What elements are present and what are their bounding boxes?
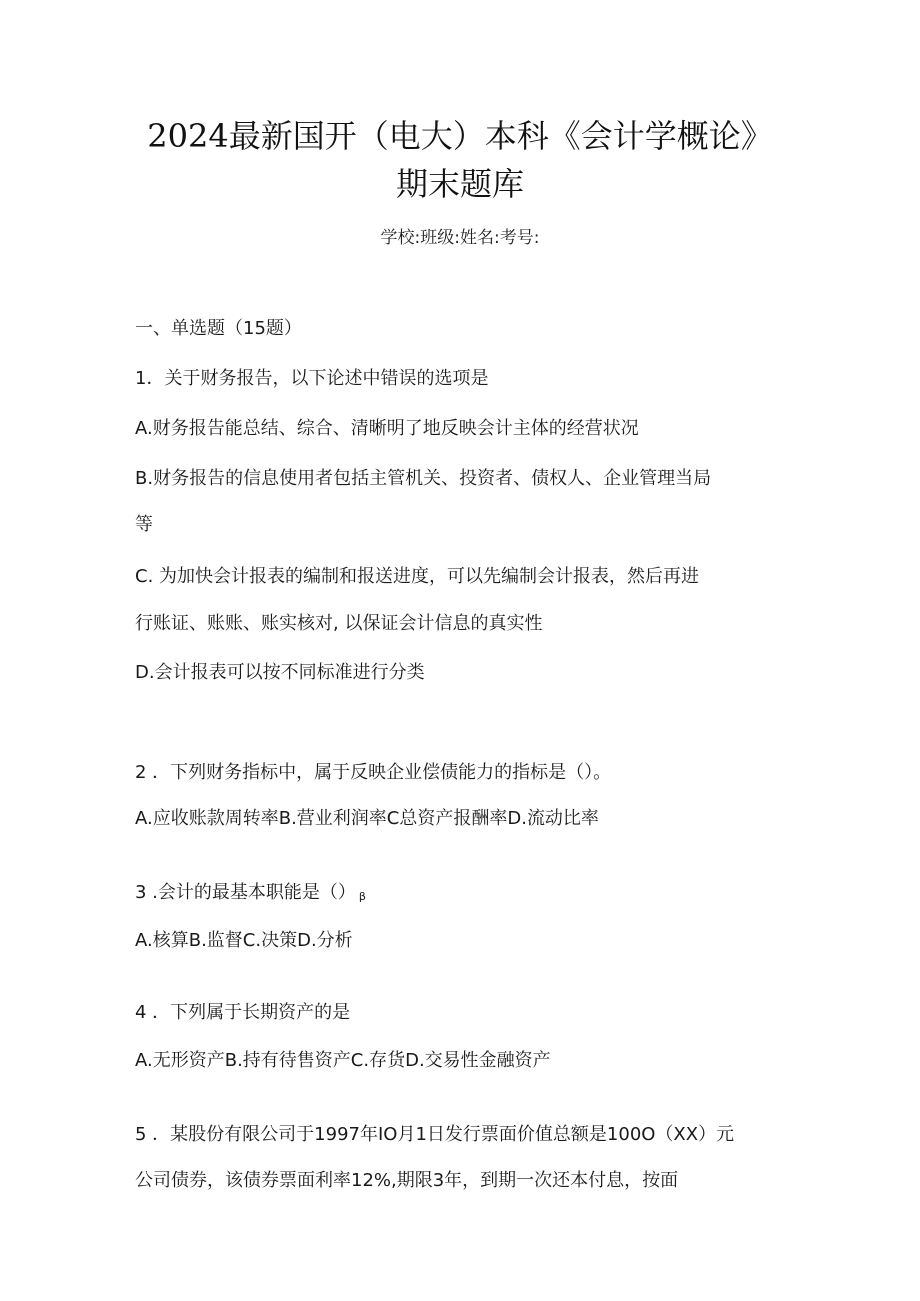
section-heading: 一、单选题（15题） xyxy=(135,318,302,339)
question-1-option-b-continued: 等 xyxy=(135,514,153,535)
question-4-options: A.无形资产B.持有待售资产C.存货D.交易性金融资产 xyxy=(135,1050,551,1071)
question-1-option-a: A.财务报告能总结、综合、清晰明了地反映会计主体的经营状况 xyxy=(135,418,639,439)
question-3-stem: 3 .会计的最基本职能是（） xyxy=(135,882,356,903)
student-info-line: 学校:班级:姓名:考号: xyxy=(380,228,540,248)
question-4-stem: 4 ．下列属于长期资产的是 xyxy=(135,1002,351,1023)
question-5-stem: 5 ．某股份有限公司于1997年IO月1日发行票面价值总额是100O（XX）元 xyxy=(135,1124,735,1145)
question-2-stem: 2 ．下列财务指标中，属于反映企业偿债能力的指标是（）。 xyxy=(135,762,612,783)
question-5-stem-continued: 公司债券，该债券票面利率12%,期限3年，到期一次还本付息，按面 xyxy=(135,1170,679,1191)
question-3-stem-mark: β xyxy=(358,890,366,903)
question-3-options: A.核算B.监督C.决策D.分析 xyxy=(135,930,353,951)
question-2-options: A.应收账款周转率B.营业利润率C总资产报酬率D.流动比率 xyxy=(135,808,599,829)
document-title-line-2: 期末题库 xyxy=(395,165,524,203)
question-1-option-d: D.会计报表可以按不同标准进行分类 xyxy=(135,662,425,683)
document-title-line-1: 2024最新国开（电大）本科《会计学概论》 xyxy=(147,117,773,155)
question-1-option-b: B.财务报告的信息使用者包括主管机关、投资者、债权人、企业管理当局 xyxy=(135,468,712,489)
question-3-stem-line xyxy=(135,880,795,910)
question-1-stem: 1．关于财务报告，以下论述中错误的选项是 xyxy=(135,368,489,389)
question-1-option-c-continued: 行账证、账账、账实核对, 以保证会计信息的真实性 xyxy=(135,613,543,634)
question-1-option-c: C. 为加快会计报表的编制和报送进度，可以先编制会计报表，然后再进 xyxy=(135,566,700,587)
